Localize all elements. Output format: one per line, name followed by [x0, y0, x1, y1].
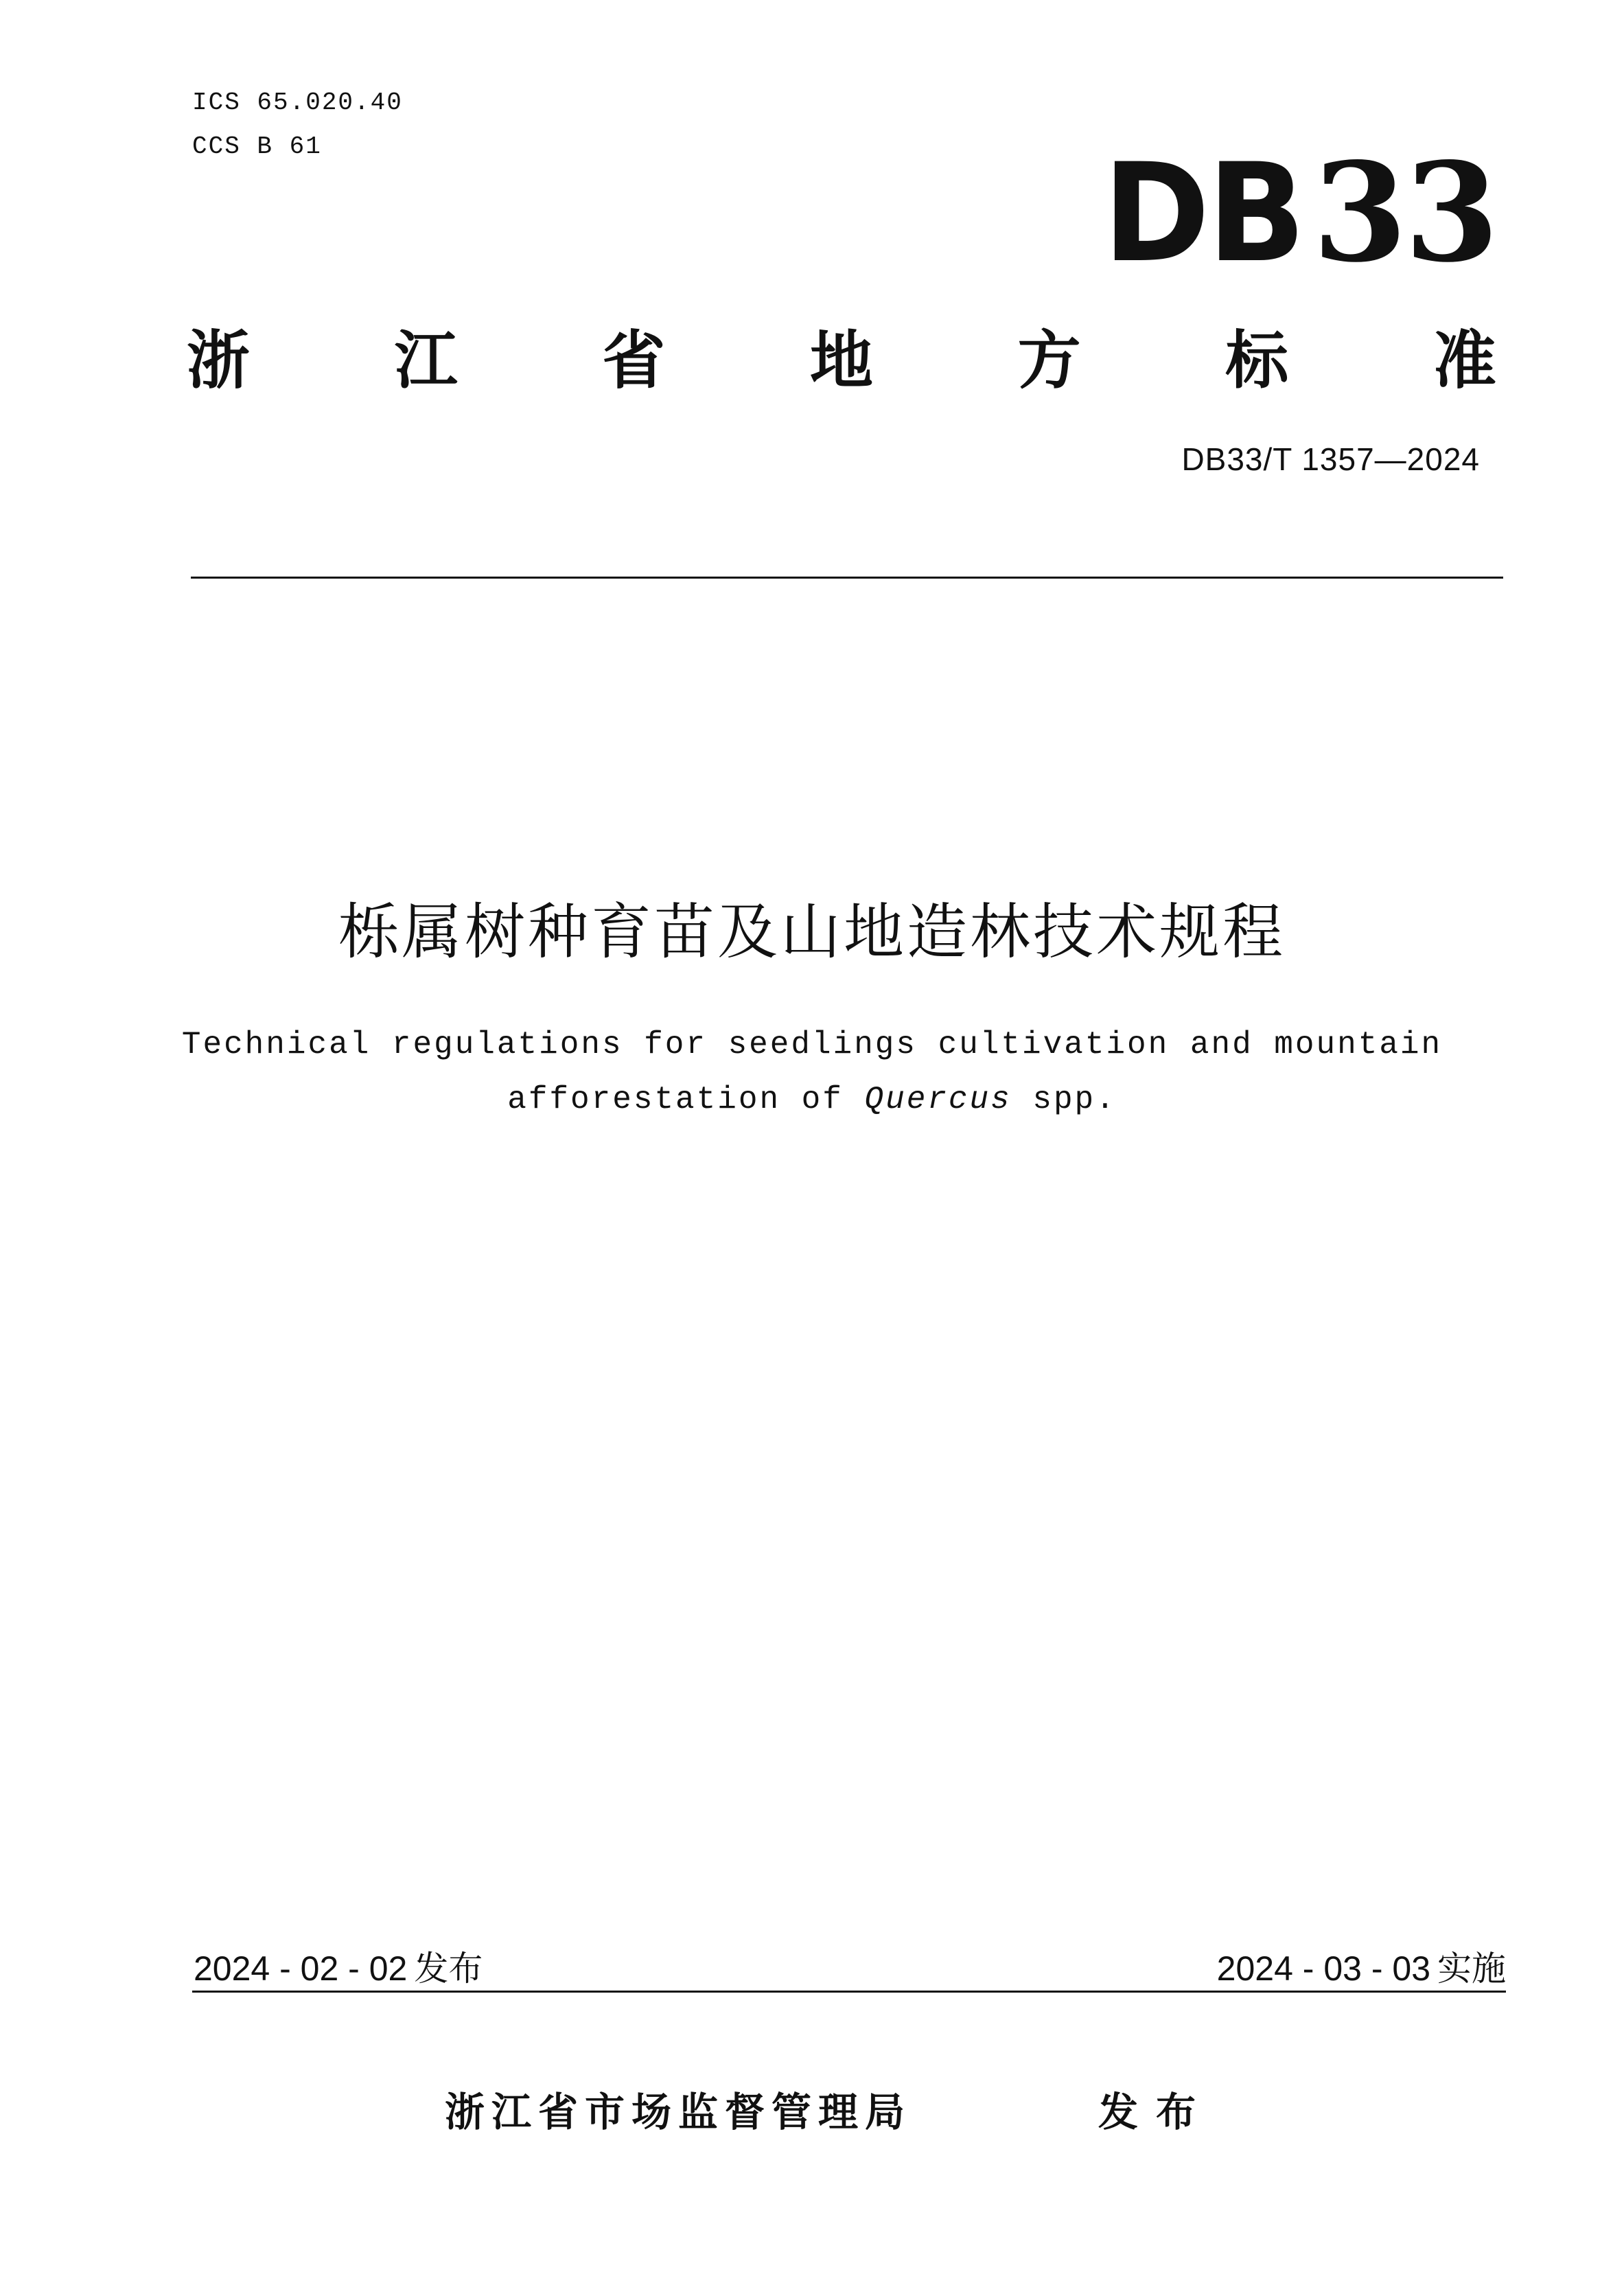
- logo-letters: DB: [1102, 134, 1303, 292]
- standard-type-char: 省: [602, 324, 666, 397]
- db33-logo: [1098, 132, 1496, 292]
- publish-date: [194, 1941, 483, 1991]
- title-en-line2: [0, 1072, 1624, 1127]
- implement-date-label: 实施: [1437, 1949, 1506, 1988]
- publish-date-value: 2024 - 02 - 02: [194, 1949, 408, 1988]
- logo-number: 33: [1312, 132, 1496, 292]
- standard-type-char: 浙: [187, 324, 251, 397]
- standard-type-heading: [187, 314, 1496, 397]
- standard-type-char: 地: [809, 324, 873, 397]
- header-divider: [191, 577, 1503, 579]
- classification-codes: [192, 81, 403, 169]
- publish-date-label: 发布: [414, 1949, 483, 1988]
- title-en-genus: Quercus: [864, 1082, 1012, 1117]
- standard-number: DB33/T 1357—2024: [1181, 441, 1480, 477]
- implement-date-value: 2024 - 03 - 03: [1216, 1949, 1430, 1988]
- document-title-en: [0, 1017, 1624, 1127]
- ccs-code: CCS B 61: [192, 132, 322, 161]
- publisher-action: 发布: [1098, 2089, 1214, 2135]
- title-en-line1: Technical regulations for seedlings cultivation and mountain: [181, 1027, 1443, 1063]
- footer-divider: [192, 1991, 1506, 1993]
- standard-type-char: 准: [1432, 324, 1496, 397]
- title-en-line2-prefix: afforestation of: [507, 1082, 844, 1117]
- standard-type-char: 方: [1017, 324, 1081, 397]
- title-en-line2-suffix: spp.: [1032, 1082, 1117, 1117]
- standard-type-char: 标: [1225, 324, 1289, 397]
- standard-type-char: 江: [394, 324, 458, 397]
- ics-code: ICS 65.020.40: [192, 89, 403, 117]
- document-title-cn: 栎属树种育苗及山地造林技术规程: [338, 896, 1286, 967]
- implement-date: [1217, 1941, 1506, 1991]
- publisher-name: 浙江省市场监督管理局: [445, 2089, 912, 2135]
